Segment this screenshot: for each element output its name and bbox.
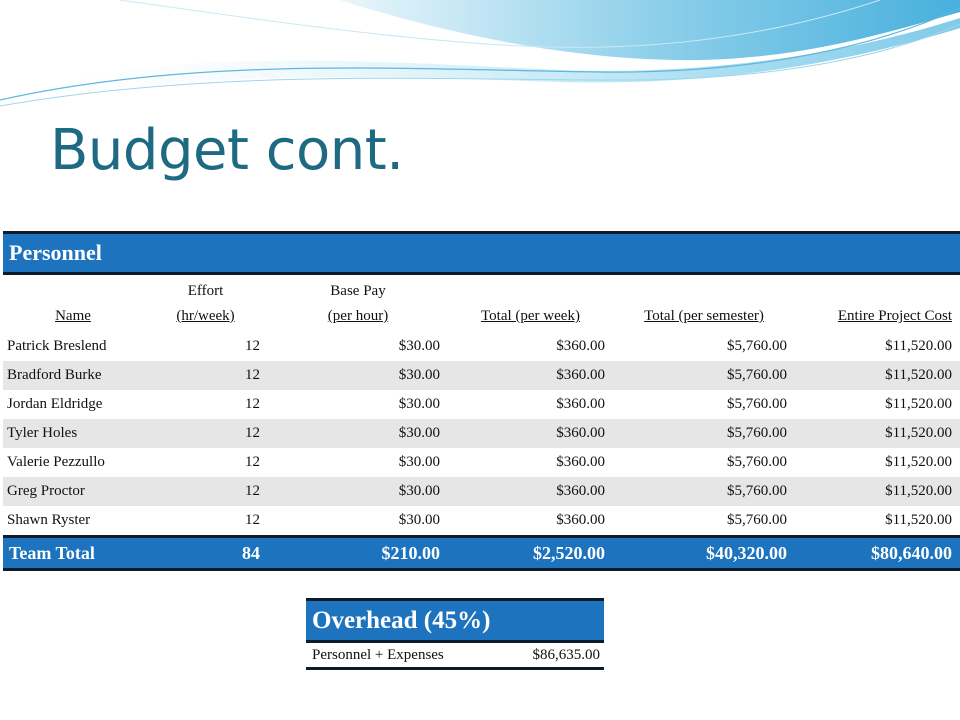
cell-total-semester: $5,760.00 bbox=[613, 361, 795, 390]
cell-total-semester: $5,760.00 bbox=[613, 506, 795, 537]
cell-entire-project: $11,520.00 bbox=[795, 448, 960, 477]
cell-total-week: $360.00 bbox=[448, 506, 613, 537]
cell-name: Shawn Ryster bbox=[3, 506, 143, 537]
decorative-wave-banner bbox=[0, 0, 960, 110]
cell-name: Greg Proctor bbox=[3, 477, 143, 506]
table-row bbox=[3, 506, 960, 537]
personnel-section-header bbox=[3, 233, 960, 274]
header-total-semester: Total (per semester) bbox=[644, 308, 764, 324]
header-effort: Effort (hr/week) bbox=[176, 283, 235, 324]
cell-total-week: $360.00 bbox=[448, 477, 613, 506]
cell-base-pay: $30.00 bbox=[268, 419, 448, 448]
cell-base-pay: $30.00 bbox=[268, 477, 448, 506]
cell-effort: 12 bbox=[143, 506, 268, 537]
cell-effort: 12 bbox=[143, 361, 268, 390]
total-effort: 84 bbox=[143, 537, 268, 570]
cell-effort: 12 bbox=[143, 390, 268, 419]
overhead-header bbox=[306, 600, 604, 642]
cell-total-semester: $5,760.00 bbox=[613, 477, 795, 506]
personnel-section-title: Personnel bbox=[3, 233, 960, 274]
cell-entire-project: $11,520.00 bbox=[795, 477, 960, 506]
table-row bbox=[3, 448, 960, 477]
overhead-row bbox=[306, 642, 604, 669]
table-row bbox=[3, 361, 960, 390]
cell-effort: 12 bbox=[143, 448, 268, 477]
cell-entire-project: $11,520.00 bbox=[795, 332, 960, 361]
cell-name: Valerie Pezzullo bbox=[3, 448, 143, 477]
header-total-week: Total (per week) bbox=[481, 308, 580, 324]
cell-base-pay: $30.00 bbox=[268, 390, 448, 419]
overhead-label: Personnel + Expenses bbox=[306, 642, 496, 669]
cell-name: Bradford Burke bbox=[3, 361, 143, 390]
overhead-value: $86,635.00 bbox=[496, 642, 604, 669]
cell-total-week: $360.00 bbox=[448, 361, 613, 390]
cell-entire-project: $11,520.00 bbox=[795, 419, 960, 448]
cell-total-week: $360.00 bbox=[448, 332, 613, 361]
column-header-row bbox=[3, 274, 960, 333]
cell-total-semester: $5,760.00 bbox=[613, 448, 795, 477]
cell-base-pay: $30.00 bbox=[268, 361, 448, 390]
cell-total-semester: $5,760.00 bbox=[613, 332, 795, 361]
cell-effort: 12 bbox=[143, 332, 268, 361]
personnel-table bbox=[3, 231, 960, 571]
cell-base-pay: $30.00 bbox=[268, 332, 448, 361]
slide-title: Budget cont. bbox=[50, 118, 404, 183]
table-row bbox=[3, 390, 960, 419]
total-semester: $40,320.00 bbox=[613, 537, 795, 570]
cell-total-week: $360.00 bbox=[448, 390, 613, 419]
cell-name: Tyler Holes bbox=[3, 419, 143, 448]
cell-name: Patrick Breslend bbox=[3, 332, 143, 361]
total-entire-project: $80,640.00 bbox=[795, 537, 960, 570]
header-name: Name bbox=[55, 308, 91, 324]
total-label: Team Total bbox=[3, 537, 143, 570]
team-total-row bbox=[3, 537, 960, 570]
table-row bbox=[3, 477, 960, 506]
total-week: $2,520.00 bbox=[448, 537, 613, 570]
cell-total-semester: $5,760.00 bbox=[613, 390, 795, 419]
total-base-pay: $210.00 bbox=[268, 537, 448, 570]
cell-entire-project: $11,520.00 bbox=[795, 390, 960, 419]
cell-total-semester: $5,760.00 bbox=[613, 419, 795, 448]
table-row bbox=[3, 332, 960, 361]
cell-base-pay: $30.00 bbox=[268, 448, 448, 477]
cell-base-pay: $30.00 bbox=[268, 506, 448, 537]
cell-entire-project: $11,520.00 bbox=[795, 361, 960, 390]
cell-effort: 12 bbox=[143, 419, 268, 448]
cell-entire-project: $11,520.00 bbox=[795, 506, 960, 537]
cell-total-week: $360.00 bbox=[448, 448, 613, 477]
cell-total-week: $360.00 bbox=[448, 419, 613, 448]
header-entire-project: Entire Project Cost bbox=[837, 308, 953, 324]
cell-effort: 12 bbox=[143, 477, 268, 506]
overhead-table bbox=[306, 598, 604, 670]
header-base-pay: Base Pay (per hour) bbox=[327, 283, 389, 324]
cell-name: Jordan Eldridge bbox=[3, 390, 143, 419]
overhead-title: Overhead (45%) bbox=[306, 600, 604, 642]
table-row bbox=[3, 419, 960, 448]
